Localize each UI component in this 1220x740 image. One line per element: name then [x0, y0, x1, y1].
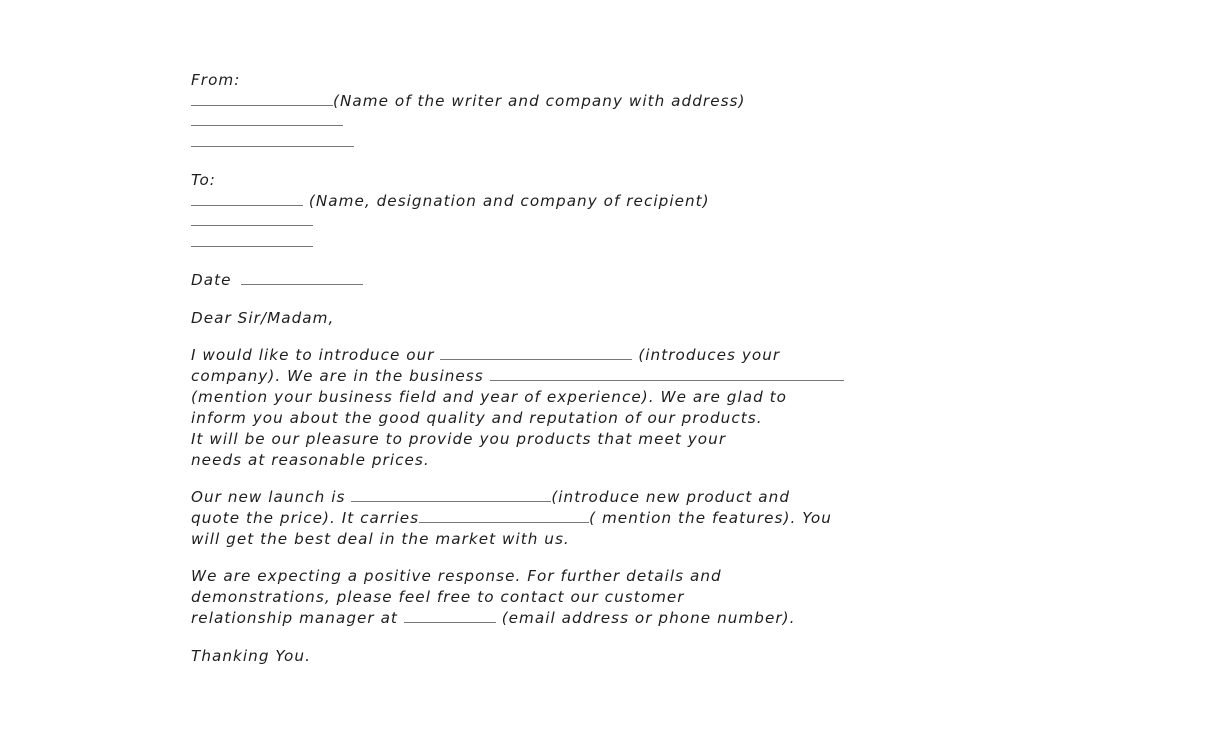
p1-line-4: inform you about the good quality and reputation of our products. — [191, 409, 763, 427]
p1-line-5: It will be our pleasure to provide you products that meet your — [191, 430, 727, 448]
p1-line-2 — [191, 366, 844, 386]
to-address-blank-1[interactable] — [191, 225, 313, 226]
date-label: Date — [191, 271, 238, 289]
from-hint: (Name of the writer and company with address) — [333, 92, 746, 110]
p1-text: (introduces your — [632, 346, 781, 364]
company-intro-blank[interactable] — [440, 345, 632, 360]
p1-text: company). We are in the business — [191, 367, 490, 385]
date-blank[interactable] — [241, 270, 363, 285]
from-line-1 — [191, 91, 745, 111]
p2-text: Our new launch is — [191, 488, 352, 506]
p1-line-6: needs at reasonable prices. — [191, 451, 430, 469]
from-address-blank-2[interactable] — [191, 146, 354, 147]
p1-text: I would like to introduce our — [191, 346, 441, 364]
p1-line-1 — [191, 345, 780, 365]
contact-blank[interactable] — [404, 608, 496, 623]
p2-text: (introduce new product and — [551, 488, 791, 506]
p1-line-3: (mention your business field and year of experience). We are glad to — [191, 388, 787, 406]
p3-text: relationship manager at — [191, 609, 404, 627]
to-name-blank[interactable] — [191, 191, 303, 206]
salutation: Dear Sir/Madam, — [191, 309, 335, 327]
p3-line-2: demonstrations, please feel free to contact our customer — [191, 588, 685, 606]
p3-line-3 — [191, 608, 796, 628]
date-line — [191, 270, 363, 290]
closing: Thanking You. — [191, 647, 311, 665]
p2-text: ( mention the features). You — [589, 509, 832, 527]
p3-text: (email address or phone number). — [495, 609, 796, 627]
p2-text: quote the price). It carries — [191, 509, 420, 527]
p2-line-2 — [191, 508, 832, 528]
p2-line-1 — [191, 487, 790, 507]
to-address-blank-2[interactable] — [191, 246, 313, 247]
to-label: To: — [191, 171, 216, 189]
to-hint: (Name, designation and company of recipient) — [303, 192, 710, 210]
features-blank[interactable] — [419, 508, 589, 523]
to-line-1 — [191, 191, 710, 211]
from-address-blank-1[interactable] — [191, 125, 343, 126]
from-name-blank[interactable] — [191, 91, 333, 106]
new-product-blank[interactable] — [351, 487, 551, 502]
p2-line-3: will get the best deal in the market with us. — [191, 530, 570, 548]
from-label: From: — [191, 71, 241, 89]
business-field-blank[interactable] — [490, 366, 844, 381]
p3-line-1: We are expecting a positive response. For further details and — [191, 567, 722, 585]
